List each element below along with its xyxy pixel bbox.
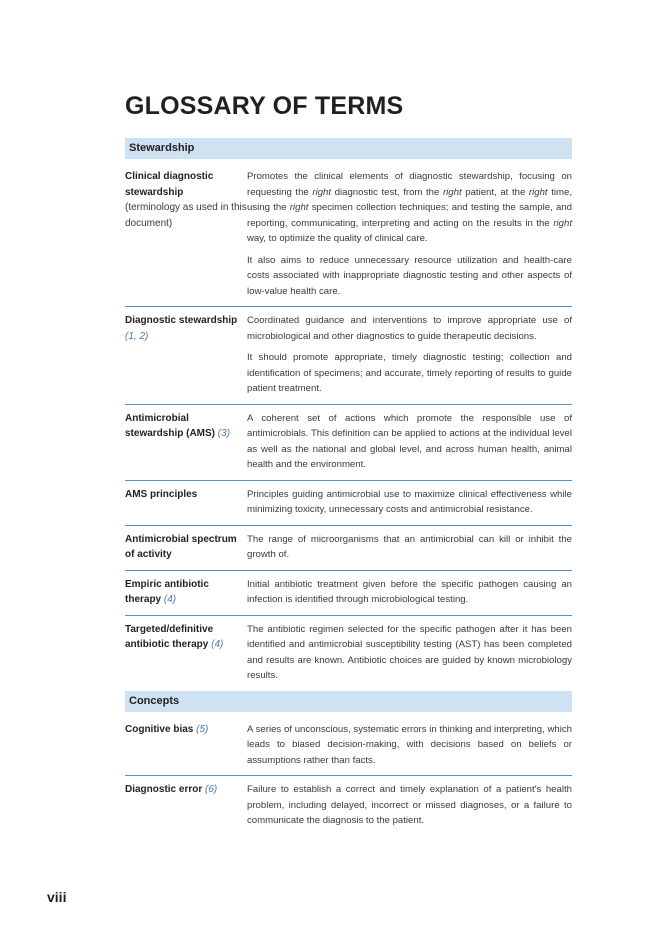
definition-text: The antibiotic regimen selected for the specific pathogen after it has been identified and antimicrobial susceptibility testing (AST) has been completed and results are known. Antibiotic choices are guided by known microbiology results.	[247, 623, 572, 681]
definition-text: Principles guiding antimicrobial use to maximize clinical effectiveness while minimizing toxicity, unnecessary costs and antimicrobial resistance.	[247, 488, 572, 515]
definition-text: way, to optimize the quality of clinical care.	[247, 233, 428, 244]
term-column	[125, 169, 247, 299]
definition-paragraph	[247, 782, 572, 829]
definition-column	[247, 487, 572, 518]
reference-link[interactable]: (4)	[211, 639, 224, 650]
term-name: Diagnostic stewardship	[125, 315, 238, 326]
definition-paragraph	[247, 577, 572, 608]
definition-paragraph	[247, 350, 572, 397]
definition-text: time, using the	[247, 186, 572, 213]
definition-paragraph	[247, 253, 572, 300]
section-heading-stewardship: Stewardship	[125, 138, 572, 159]
term-name: AMS principles	[125, 488, 198, 500]
reference-link[interactable]: (4)	[163, 594, 177, 605]
emphasis-text: right	[312, 186, 332, 198]
glossary-entry	[125, 571, 572, 616]
reference-link[interactable]: (6)	[205, 784, 218, 795]
section-heading-concepts: Concepts	[125, 691, 572, 712]
definition-text: patient, at the	[461, 186, 529, 198]
emphasis-text: right	[442, 186, 462, 198]
definition-text: Coordinated guidance and interventions to improve appropriate use of microbiological and other diagnostics to guide therapeutic decisions.	[247, 315, 572, 342]
emphasis-text: right	[553, 217, 572, 229]
definition-paragraph	[247, 532, 572, 563]
glossary-table	[125, 138, 572, 836]
term-name: Antimicrobial spectrum of activity	[125, 533, 237, 560]
definition-text: The range of microorganisms that an antimicrobial can kill or inhibit the growth of.	[247, 533, 572, 560]
term-column	[125, 313, 247, 397]
definition-text: Failure to establish a correct and timely explanation of a patient's health problem, including delayed, incorrect or missed diagnoses, or a failure to communicate the diagnosis to the patient.	[247, 784, 572, 826]
glossary-entry	[125, 616, 572, 691]
definition-paragraph	[247, 313, 572, 344]
definition-paragraph	[247, 487, 572, 518]
definition-column	[247, 782, 572, 829]
definition-paragraph	[247, 411, 572, 473]
glossary-entry	[125, 481, 572, 526]
reference-link[interactable]: (1, 2)	[125, 330, 149, 342]
definition-text: It also aims to reduce unnecessary resource utilization and health-care costs associated with inappropriate diagnostic testing and other aspects of low-value health care.	[247, 254, 572, 297]
definition-text: Initial antibiotic treatment given before the specific pathogen causing an infection is identified through microbiological testing.	[247, 578, 572, 605]
definition-text: It should promote appropriate, timely diagnostic testing; collection and identification of specimens; and accurate, timely reporting of results to guide patient treatment.	[247, 352, 572, 394]
term-name: Diagnostic error	[125, 784, 203, 795]
definition-column	[247, 722, 572, 769]
definition-text: Promotes the clinical elements of diagnostic stewardship, focusing on requesting the	[247, 171, 572, 198]
glossary-entry	[125, 716, 572, 777]
glossary-entry	[125, 307, 572, 405]
glossary-entry	[125, 776, 572, 836]
definition-text: specimen collection techniques; and testing the sample, and reporting, communicating, interpreting and acting on the results in the	[247, 202, 572, 229]
term-name: Clinical diagnostic stewardship	[125, 171, 214, 198]
term-note: (terminology as used in this document)	[125, 202, 247, 229]
emphasis-text: right	[528, 186, 548, 198]
reference-link[interactable]: (5)	[196, 723, 209, 735]
definition-column	[247, 577, 572, 608]
term-column	[125, 487, 247, 518]
emphasis-text: right	[289, 202, 309, 213]
definition-column	[247, 532, 572, 563]
page-number: viii	[47, 889, 67, 905]
term-column	[125, 622, 247, 684]
definition-column	[247, 622, 572, 684]
term-name: Cognitive bias	[125, 723, 194, 735]
term-name: Empiric antibiotic therapy	[125, 578, 209, 605]
definition-paragraph	[247, 169, 572, 247]
definition-paragraph	[247, 722, 572, 769]
glossary-entry	[125, 526, 572, 571]
definition-column	[247, 313, 572, 397]
glossary-entry	[125, 405, 572, 481]
term-name: Targeted/definitive antibiotic therapy	[125, 623, 214, 650]
term-column	[125, 577, 247, 608]
term-name: Antimicrobial stewardship (AMS)	[125, 412, 216, 439]
definition-text: A coherent set of actions which promote the responsible use of antimicrobials. This definition can be applied to actions at the individual level as well as the national and global level, and across human health, animal health and the environment.	[247, 412, 572, 470]
definition-column	[247, 169, 572, 299]
term-column	[125, 411, 247, 473]
term-column	[125, 782, 247, 829]
term-column	[125, 532, 247, 563]
page-title: GLOSSARY OF TERMS	[125, 92, 404, 120]
glossary-entry	[125, 163, 572, 307]
definition-column	[247, 411, 572, 473]
term-column	[125, 722, 247, 769]
reference-link[interactable]: (3)	[217, 428, 231, 439]
definition-text: A series of unconscious, systematic errors in thinking and interpreting, which leads to biased decision-making, with decisions based on beliefs or assumptions rather than facts.	[247, 723, 572, 766]
definition-text: diagnostic test, from the	[331, 186, 443, 198]
definition-paragraph	[247, 622, 572, 684]
